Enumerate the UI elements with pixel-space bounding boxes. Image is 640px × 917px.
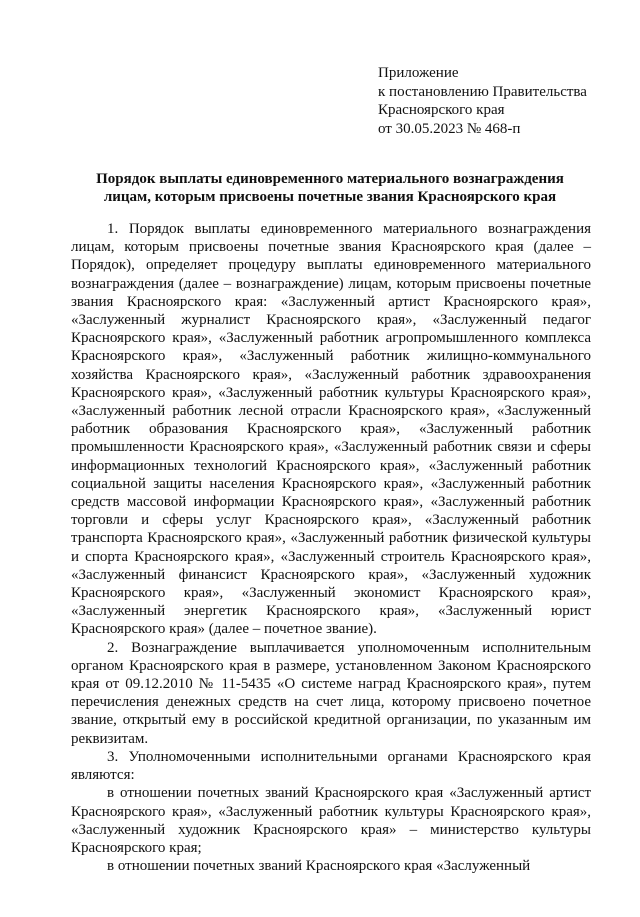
document-title	[60, 170, 600, 206]
paragraph-1: 1. Порядок выплаты единовременного материального вознаграждения лицам, которым присвоены почетные звания Красноярского края (далее – Порядок), определяет процедуру выплаты единовременного материального вознаграждения (далее – вознаграждение) лицам, которым присвоены почетные звания Красноярского края: «Заслуженный артист Красноярского края», «Заслуженный журналист Красноярского края», «Заслуженный педагог Красноярского края», «Заслуженный работник агропромышленного комплекса Красноярского края», «Заслуженный работник жилищно-коммунального хозяйства Красноярского края», «Заслуженный работник здравоохранения Красноярского края», «Заслуженный работник культуры Красноярского края», «Заслуженный работник лесной отрасли Красноярского края», «Заслуженный работник образования Красноярского края», «Заслуженный работник промышленности Красноярского края», «Заслуженный работник связи и сферы информационных технологий Красноярского края», «Заслуженный работник социальной защиты населения Красноярского края», «Заслуженный работник средств массовой информации Красноярского края», «Заслуженный работник торговли и сферы услуг Красноярского края», «Заслуженный работник транспорта Красноярского края», «Заслуженный работник физической культуры и спорта Красноярского края», «Заслуженный строитель Красноярского края», «Заслуженный финансист Красноярского края», «Заслуженный художник Красноярского края», «Заслуженный экономист Красноярского края», «Заслуженный энергетик Красноярского края», «Заслуженный юрист Красноярского края» (далее – почетное звание).	[71, 221, 591, 638]
appendix-header	[378, 64, 587, 138]
paragraph-3: 3. Уполномоченными исполнительными органами Красноярского края являются:	[71, 748, 591, 784]
appendix-line: от 30.05.2023 № 468-п	[378, 120, 521, 137]
document-body	[71, 220, 591, 875]
appendix-line: Приложение	[378, 65, 459, 81]
paragraph-2: 2. Вознаграждение выплачивается уполномоченным исполнительным органом Красноярского края в размере, установленном Законом Красноярского края от 09.12.2010 № 11-5435 «О системе наград Красноярского края», путем перечисления денежных средств на счет лица, которому присвоено почетное звание, открытый ему в российской кредитной организации, по указанным им реквизитам.	[71, 639, 591, 747]
title-line: Порядок выплаты единовременного материального вознаграждения	[96, 171, 564, 187]
appendix-line: к постановлению Правительства	[378, 83, 587, 100]
title-line: лицам, которым присвоены почетные звания Красноярского края	[103, 189, 557, 205]
appendix-line: Красноярского края	[378, 102, 505, 118]
paragraph-4: в отношении почетных званий Красноярского края «Заслуженный артист Красноярского края», «Заслуженный работник культуры Красноярского края», «Заслуженный художник Красноярского края» – министерство культуры Красноярского края;	[71, 785, 591, 856]
paragraph-5: в отношении почетных званий Красноярского края «Заслуженный	[107, 858, 531, 875]
